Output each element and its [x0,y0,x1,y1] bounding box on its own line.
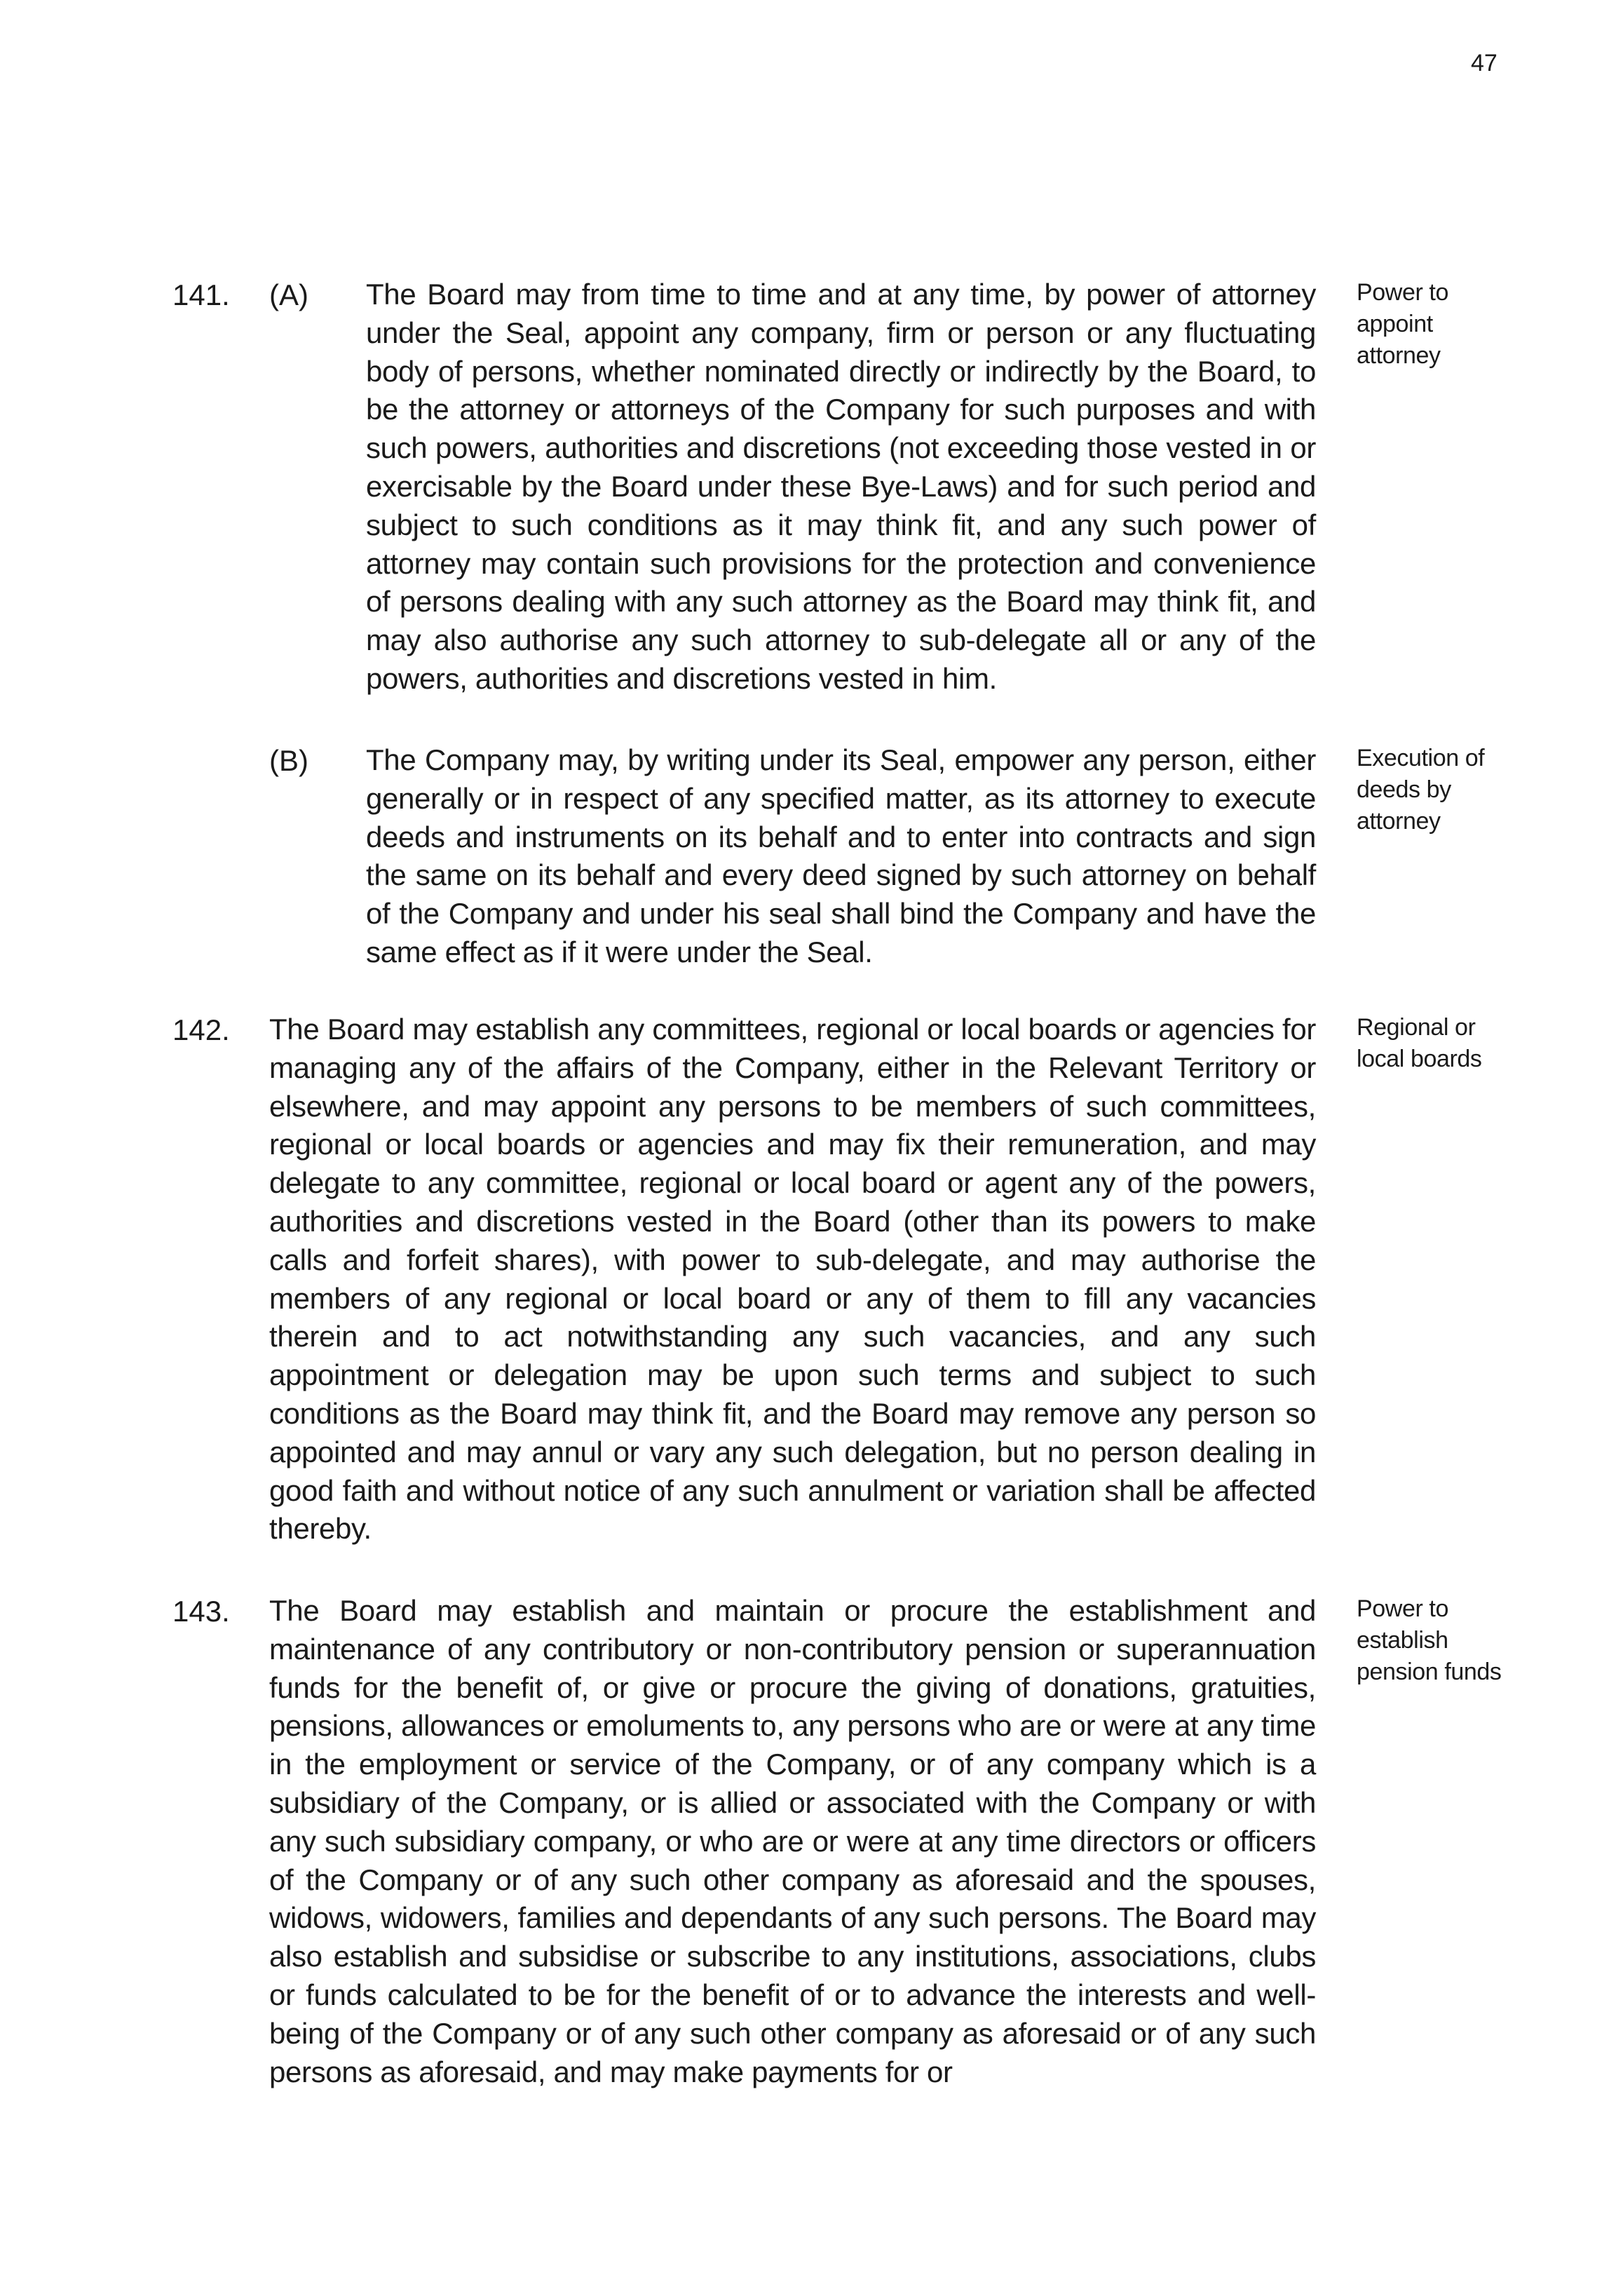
page-number: 47 [1471,50,1498,76]
clause-paragraph: The Board may from time to time and at any time, by power of attorney under the Seal, appoint any company, firm or person or any fluctuating body of persons, whether nominated directly or indirectly by the Board, to be the attorney or attorneys of the Company for such purposes and with such powers, authorities and discretions (not exceeding those vested in or exercisable by the Board under these Bye-Laws) and for such period and subject to such conditions as it may think fit, and any such power of attorney may contain such provisions for the protection and convenience of persons dealing with any such attorney as the Board may think fit, and may also authorise any such attorney to sub-delegate all or any of the powers, authorities and discretions vested in him. [366,278,1316,695]
clause-paragraph: The Board may establish any committees, regional or local boards or agencies for managing any of the affairs of the Company, either in the Relevant Territory or elsewhere, and may appoint any persons to be members of such committees, regional or local boards or agencies and may fix their remuneration, and may delegate to any committee, regional or local board or agent any of the powers, authorities and discretions vested in the Board (other than its powers to make calls and forfeit shares), with power to sub-delegate, and may authorise the members of any regional or local board or any of them to fill any vacancies therein and to act notwithstanding any such vacancies, and any such appointment or delegation may be upon such terms and subject to such conditions as the Board may think fit, and the Board may remove any person so appointed and may annul or vary any such delegation, but no person dealing in good faith and without notice of any such annulment or variation shall be affected thereby. [269,1013,1316,1546]
clause-paragraph: The Board may establish and maintain or procure the establishment and maintenance of any contributory or non-contributory pension or superannuation funds for the benefit of, or give or procure the giving of donations, gratuities, pensions, allowances or emoluments to, any persons who are or were at any time in the employment or service of the Company, or of any company which is a subsidiary of the Company, or is allied or associated with the Company or with any such subsidiary company, or who are or were at any time directors or officers of the Company or of any such other company as aforesaid and the spouses, widows, widowers, families and dependants of any such persons. The Board may also establish and subsidise or subscribe to any institutions, associations, clubs or funds calculated to be for the benefit of or to advance the interests and well-being of the Company or of any such other company as aforesaid or of any such persons as aforesaid, and may make payments for or [269,1594,1316,2088]
sub-clause-label: (B) [269,744,308,777]
margin-note: Execution of deeds by attorney [1357,745,1485,835]
margin-note: Regional or local boards [1357,1014,1482,1072]
sub-clause-label: (A) [269,278,308,311]
margin-note: Power to appoint attorney [1357,279,1448,369]
clause-number: 143. [172,1595,230,1628]
clause-number: 142. [172,1013,230,1046]
clause-number: 141. [172,278,230,311]
clause-paragraph: The Company may, by writing under its Seal, empower any person, either generally or in respect of any specified matter, as its attorney to execute deeds and instruments on its behalf and to enter into contracts and sign the same on its behalf and every deed signed by such attorney on behalf of the Company and under his seal shall bind the Company and have the same effect as if it were under the Seal. [366,743,1316,968]
margin-note: Power to establish pension funds [1357,1595,1502,1685]
